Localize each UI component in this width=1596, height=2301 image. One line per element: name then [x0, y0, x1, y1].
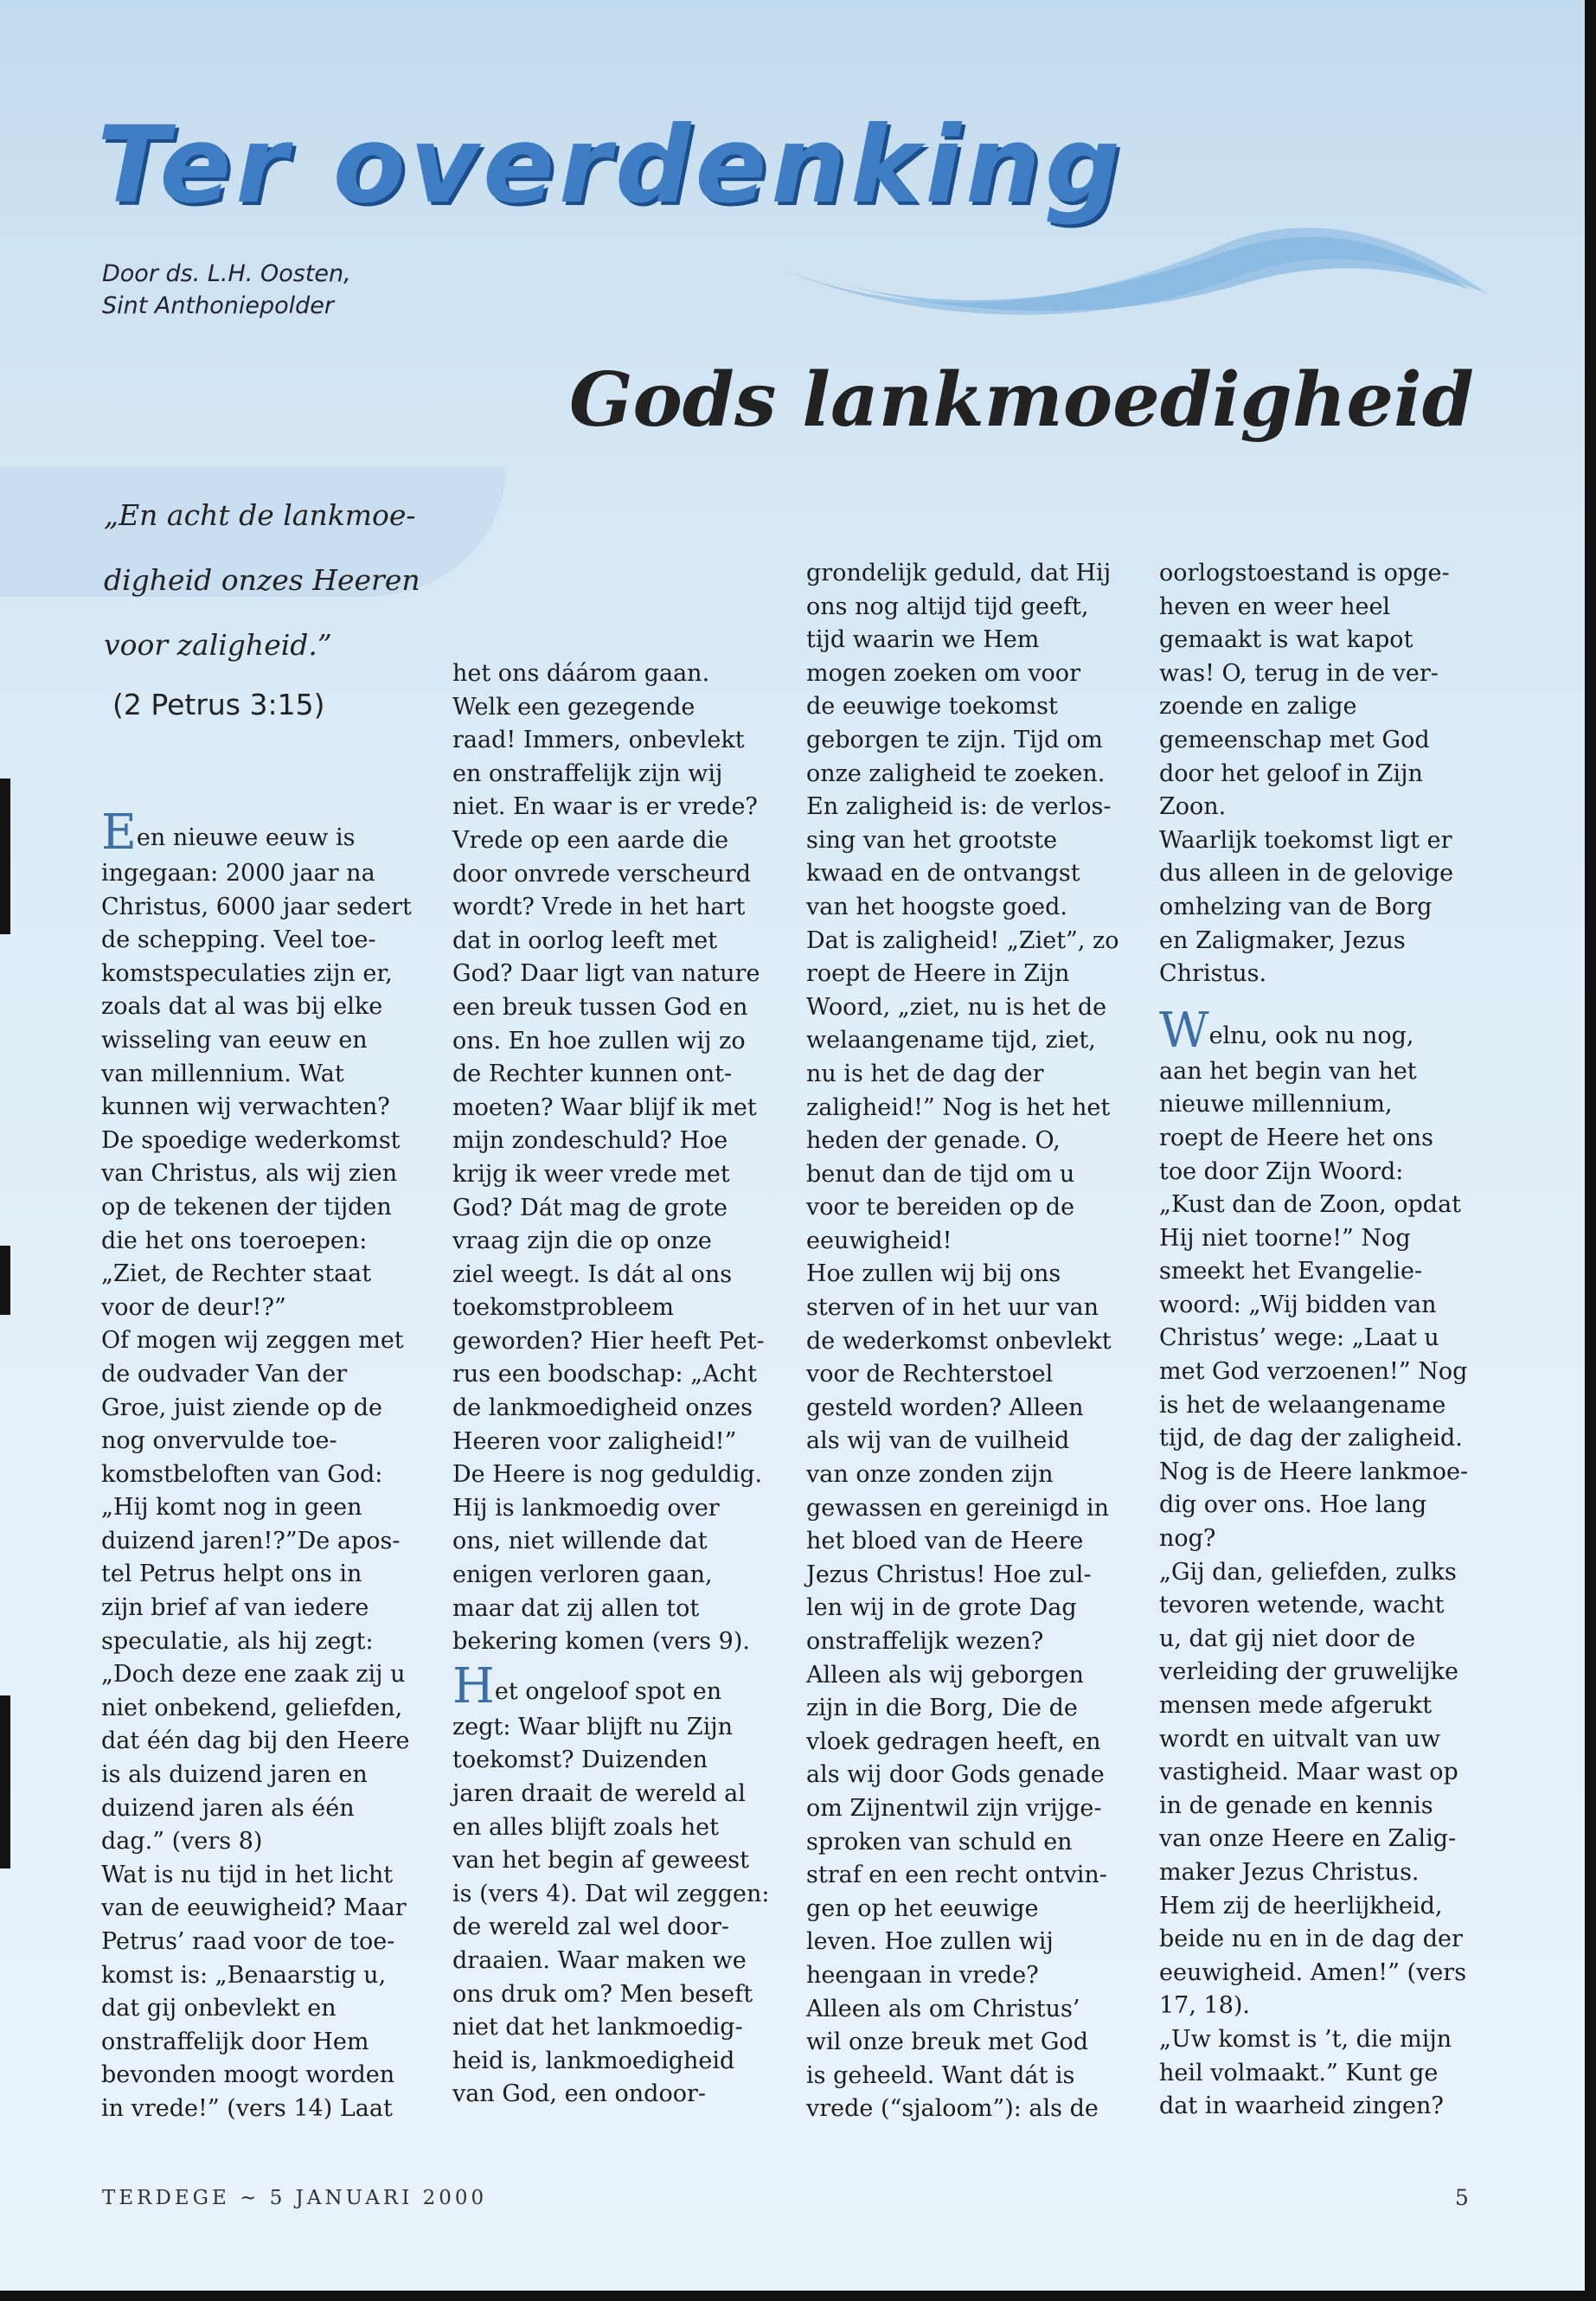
text-line: Christus’ wege: „Laat u — [1159, 1324, 1439, 1352]
text-line: Hem zij de heerlijkheid, — [1159, 1892, 1443, 1920]
author-byline — [102, 258, 351, 322]
text-line: van onze Heere en Zalig- — [1159, 1825, 1457, 1853]
text-line: door het geloof in Zijn — [1159, 760, 1423, 787]
text-line: dat in waarheid zingen? — [1159, 2093, 1444, 2120]
text-column-4 — [1159, 557, 1497, 2124]
text-line: „Ziet, de Rechter staat — [101, 1260, 372, 1288]
text-line: gewassen en gereinigd in — [806, 1494, 1110, 1522]
text-line: heengaan in vrede? — [806, 1961, 1039, 1989]
text-line: vastigheid. Maar wast op — [1159, 1759, 1458, 1786]
text-column-3 — [806, 557, 1144, 2126]
text-line: de schepping. Veel toe- — [101, 926, 376, 954]
text-line: dag.” (vers 8) — [101, 1828, 263, 1856]
text-line: niet onbekend, geliefden, — [101, 1694, 403, 1721]
text-line: God? Dát mag de grote — [452, 1194, 728, 1221]
text-line: duizend jaren!?”De apos- — [101, 1527, 401, 1554]
text-line: de Rechter kunnen ont- — [452, 1061, 733, 1088]
text-line: tijd waarin we Hem — [806, 626, 1040, 654]
text-line: sing van het grootste — [806, 826, 1058, 854]
text-column-1 — [101, 804, 439, 2126]
text-line: Zoon. — [1159, 793, 1227, 821]
text-line: nog? — [1159, 1525, 1216, 1553]
text-line: voor te bereiden op de — [806, 1194, 1075, 1221]
text-line: rus een boodschap: „Acht — [452, 1361, 758, 1388]
text-line: verleiding der gruwelijke — [1159, 1658, 1458, 1686]
text-line: niet dat het lankmoedig- — [452, 2014, 743, 2041]
text-line: gemeenschap met God — [1159, 726, 1430, 753]
text-line: Of mogen wij zeggen met — [101, 1327, 404, 1355]
text-line: niet. En waar is er vrede? — [452, 793, 758, 821]
drop-cap: W — [1159, 1002, 1209, 1059]
text-line: als wij door Gods genade — [806, 1761, 1105, 1789]
text-line: len wij in de grote Dag — [806, 1594, 1077, 1622]
text-line: kunnen wij verwachten? — [101, 1093, 390, 1121]
text-line: straf en een recht ontvin- — [806, 1862, 1107, 1889]
text-line: onstraffelijk door Hem — [101, 2028, 369, 2055]
text-line: maker Jezus Christus. — [1159, 1858, 1420, 1886]
text-line: het bloed van de Heere — [806, 1528, 1084, 1555]
text-line: onstraffelijk wezen? — [806, 1628, 1044, 1655]
text-line: Christus, 6000 jaar sedert — [101, 893, 412, 920]
text-line: draaien. Waar maken we — [452, 1946, 747, 1974]
scan-edge-left — [0, 1246, 10, 1315]
text-line: heil volmaakt.” Kunt ge — [1159, 2059, 1439, 2086]
text-line: oorlogstoestand is opge- — [1159, 560, 1450, 586]
text-line: van de eeuwigheid? Maar — [101, 1894, 407, 1922]
text-line: ziel weegt. Is dát al ons — [452, 1260, 733, 1288]
text-line: mijn zondeschuld? Hoe — [452, 1127, 728, 1155]
byline-location: Sint Anthoniepolder — [102, 292, 334, 319]
text-line: aan het begin van het — [1159, 1057, 1417, 1085]
text-line: roept de Heere in Zijn — [806, 960, 1070, 988]
text-line: op de tekenen der tijden — [101, 1193, 392, 1221]
text-line: kwaad en de ontvangst — [806, 860, 1080, 888]
text-line: „Doch deze ene zaak zij u — [101, 1661, 406, 1689]
text-line: wordt en uitvalt van uw — [1159, 1725, 1441, 1753]
text-line: bekering komen (vers 9). — [452, 1628, 750, 1656]
text-line: van het hoogste goed. — [806, 893, 1067, 920]
column-lines — [452, 1711, 790, 2112]
text-line: zegt: Waar blijft nu Zijn — [452, 1713, 733, 1740]
text-line: geworden? Hier heeft Pet- — [452, 1327, 765, 1355]
text-line: tel Petrus helpt ons in — [101, 1561, 362, 1588]
text-line: van onze zonden zijn — [806, 1461, 1054, 1489]
text-line: grondelijk geduld, dat Hij — [806, 560, 1112, 586]
text-line: heven en weer heel — [1159, 593, 1391, 620]
scan-edge-left — [0, 779, 10, 934]
text-line: ons nog altijd tijd geeft, — [806, 593, 1089, 620]
text-line: de oudvader Van der — [101, 1360, 348, 1388]
column-lines — [1159, 1055, 1497, 2124]
text-line: „Gij dan, geliefden, zulks — [1159, 1558, 1457, 1586]
text-line: van millennium. Wat — [101, 1060, 344, 1087]
text-line: Dat is zaligheid! „Ziet”, zo — [806, 926, 1119, 954]
text-line: is (vers 4). Dat wil zeggen: — [452, 1880, 770, 1907]
text-line: Vrede op een aarde die — [452, 826, 729, 854]
text-line: Hij is lankmoedig over — [452, 1494, 720, 1522]
text-line: enigen verloren gaan, — [452, 1561, 713, 1589]
text-line: roept de Heere het ons — [1159, 1124, 1433, 1151]
text-line: raad! Immers, onbevlekt — [452, 727, 745, 754]
text-line: de eeuwige toekomst — [806, 693, 1058, 721]
text-line: benut dan de tijd om u — [806, 1160, 1075, 1188]
text-line: vraag zijn die op onze — [452, 1227, 712, 1255]
column-lines — [101, 857, 439, 2126]
text-line: toekomstprobleem — [452, 1294, 674, 1322]
text-line: als wij van de vuilheid — [806, 1427, 1070, 1455]
text-line: dat één dag bij den Heere — [101, 1727, 410, 1755]
text-line: voor de Rechterstoel — [806, 1361, 1054, 1388]
text-line: duizend jaren als één — [101, 1794, 355, 1822]
text-line: was! O, terug in de ver- — [1159, 659, 1439, 687]
scan-edge-right — [1585, 0, 1596, 2301]
text-line: geborgen te zijn. Tijd om — [806, 726, 1103, 753]
text-line: dat in oorlog leeft met — [452, 926, 718, 954]
text-line: Heeren voor zaligheid!” — [452, 1427, 737, 1455]
paragraph-opening-line: Het ongeloof spot en — [452, 1657, 722, 1715]
text-line: sproken van schuld en — [806, 1828, 1073, 1856]
paragraph-opening-line: Welnu, ook nu nog, — [1159, 1002, 1414, 1059]
text-line: door onvrede verscheurd — [452, 860, 751, 888]
text-line: gemaakt is wat kapot — [1159, 626, 1413, 654]
footer-publication: TERDEGE ~ 5 JANUARI 2000 — [102, 2187, 488, 2209]
text-line: ons, niet willende dat — [452, 1528, 708, 1555]
text-line: Alleen als om Christus’ — [806, 1995, 1080, 2022]
text-line: mensen mede afgerukt — [1159, 1692, 1433, 1719]
text-line: „Kust dan de Zoon, opdat — [1159, 1191, 1462, 1219]
text-line: krijg ik weer vrede met — [452, 1160, 730, 1188]
text-line: Groe, juist ziende op de — [101, 1394, 383, 1421]
text-line: zijn in die Borg, Die de — [806, 1695, 1078, 1722]
text-line: De Heere is nog geduldig. — [452, 1461, 763, 1489]
text-line: mogen zoeken om voor — [806, 659, 1080, 687]
text-line: om Zijnentwil zijn vrijge- — [806, 1794, 1102, 1822]
text-line: tevoren wetende, wacht — [1159, 1592, 1445, 1619]
article-headline: Gods lankmoedigheid — [569, 356, 1474, 444]
text-line: het ons dáárom gaan. — [452, 660, 710, 687]
text-line: wisseling van eeuw en — [101, 1026, 368, 1054]
text-line: smeekt het Evangelie- — [1159, 1258, 1423, 1285]
text-line: van Christus, als wij zien — [101, 1160, 398, 1188]
byline-author: Door ds. L.H. Oosten, — [102, 260, 351, 287]
text-line: en alles blijft zoals het — [452, 1813, 719, 1841]
text-line: welaangename tijd, ziet, — [806, 1027, 1096, 1054]
text-line: Jezus Christus! Hoe zul- — [806, 1561, 1092, 1588]
text-line: Christus. — [1159, 960, 1267, 988]
text-line: tijd, de dag der zaligheid. — [1159, 1425, 1463, 1452]
text-line: vloek gedragen heeft, en — [806, 1727, 1101, 1755]
text-line: dat gij onbevlekt en — [101, 1995, 337, 2022]
text-line: beide nu en in de dag der — [1159, 1926, 1463, 1953]
text-line: is het de welaangename — [1159, 1391, 1446, 1419]
text-line: sterven of in het uur van — [806, 1294, 1099, 1322]
column-lines — [1159, 557, 1497, 991]
text-line: nieuwe millennium, — [1159, 1091, 1393, 1118]
text-line: Woord, „ziet, nu is het de — [806, 993, 1107, 1021]
text-line: de wereld zal wel door- — [452, 1913, 729, 1941]
text-line: gesteld worden? Alleen — [806, 1394, 1084, 1421]
text-line: ons druk om? Men beseft — [452, 1980, 753, 2008]
text-line: met God verzoenen!” Nog — [1159, 1358, 1468, 1386]
text-line: nog onvervulde toe- — [101, 1427, 337, 1455]
text-line: jaren draait de wereld al — [452, 1780, 746, 1807]
quote-line: digheid onzes Heeren — [104, 563, 420, 597]
text-line: een breuk tussen God en — [452, 993, 748, 1021]
text-line: in de genade en kennis — [1159, 1791, 1433, 1819]
drop-cap: E — [101, 804, 137, 861]
text-line: ingegaan: 2000 jaar na — [101, 860, 375, 887]
drop-cap: H — [452, 1657, 495, 1715]
text-line: En zaligheid is: de verlos- — [806, 793, 1112, 821]
text-line: is geheeld. Want dát is — [806, 2061, 1075, 2089]
text-line: voor de deur!?” — [101, 1293, 286, 1321]
text-line: van het begin af geweest — [452, 1847, 749, 1875]
scan-edge-left — [0, 1695, 10, 1868]
text-line: eeuwigheid. Amen!” (vers — [1159, 1958, 1467, 1986]
text-line: leven. Hoe zullen wij — [806, 1928, 1054, 1956]
text-line: ons. En hoe zullen wij zo — [452, 1027, 746, 1054]
paragraph-opening-line: Een nieuwe eeuw is — [101, 804, 356, 861]
text-line: woord: „Wij bidden van — [1159, 1291, 1437, 1318]
text-line: Wat is nu tijd in het licht — [101, 1861, 394, 1888]
text-line: Hij niet toorne!” Nog — [1159, 1224, 1411, 1252]
text-line: zoals dat al was bij elke — [101, 993, 383, 1021]
text-line: nu is het de dag der — [806, 1060, 1044, 1087]
text-line: zoende en zalige — [1159, 693, 1357, 721]
text-line: onze zaligheid te zoeken. — [806, 760, 1106, 787]
text-line: maar dat zij allen tot — [452, 1594, 700, 1622]
text-line: God? Daar ligt van nature — [452, 960, 760, 988]
text-line: moeten? Waar blijf ik met — [452, 1093, 757, 1121]
text-line: bevonden moogt worden — [101, 2061, 395, 2089]
text-line: toe door Zijn Woord: — [1159, 1157, 1404, 1185]
text-line: „Uw komst is ’t, die mijn — [1159, 2025, 1452, 2053]
text-line: zaligheid!” Nog is het het — [806, 1093, 1111, 1121]
text-line: Hoe zullen wij bij ons — [806, 1260, 1061, 1288]
text-line: heid is, lankmoedigheid — [452, 2047, 735, 2074]
quote-line: voor zaligheid.” — [104, 628, 332, 662]
text-line: De spoedige wederkomst — [101, 1126, 401, 1154]
text-line: Alleen als wij geborgen — [806, 1661, 1084, 1689]
text-line: zijn brief af van iedere — [101, 1594, 369, 1622]
text-line: komstbeloften van God: — [101, 1460, 383, 1488]
text-line: Petrus’ raad voor de toe- — [101, 1928, 395, 1955]
text-line: speculatie, als hij zegt: — [101, 1627, 374, 1655]
text-line: komst is: „Benaarstig u, — [101, 1961, 387, 1989]
text-line: die het ons toeroepen: — [101, 1227, 368, 1254]
quote-line: „En acht de lankmoe- — [104, 498, 416, 532]
text-line: wordt? Vrede in het hart — [452, 894, 746, 921]
text-line: dus alleen in de gelovige — [1159, 860, 1454, 888]
text-line: is als duizend jaren en — [101, 1761, 368, 1789]
text-line: Welk een gezegende — [452, 693, 695, 721]
text-line: vrede (“sjaloom”): als de — [806, 2095, 1099, 2123]
text-line: toekomst? Duizenden — [452, 1747, 708, 1774]
text-line: eeuwigheid! — [806, 1227, 952, 1254]
text-line: van God, een ondoor- — [452, 2080, 706, 2108]
text-line: 17, 18). — [1159, 1992, 1250, 2020]
text-line: gen op het eeuwige — [806, 1894, 1039, 1922]
text-line: en Zaligmaker, Jezus — [1159, 926, 1406, 954]
text-line: komstspeculaties zijn er, — [101, 959, 393, 987]
text-line: Nog is de Heere lankmoe- — [1159, 1458, 1469, 1485]
text-line: in vrede!” (vers 14) Laat — [101, 2094, 393, 2122]
scripture-reference: (2 Petrus 3:15) — [112, 688, 325, 721]
text-line: omhelzing van de Borg — [1159, 893, 1433, 920]
text-line: heden der genade. O, — [806, 1127, 1061, 1155]
scan-edge-bottom — [0, 2291, 1596, 2301]
text-line: de wederkomst onbevlekt — [806, 1327, 1112, 1355]
text-line: u, dat gij niet door de — [1159, 1625, 1416, 1652]
text-line: „Hij komt nog in geen — [101, 1494, 362, 1522]
text-line: Waarlijk toekomst ligt er — [1159, 826, 1452, 854]
page-number: 5 — [1455, 2185, 1469, 2210]
column-lines — [452, 657, 790, 1659]
text-line: de lankmoedigheid onzes — [452, 1394, 753, 1422]
text-column-2 — [452, 657, 790, 2112]
column-lines — [806, 557, 1144, 2126]
text-line: en onstraffelijk zijn wij — [452, 760, 723, 787]
text-line: dig over ons. Hoe lang — [1159, 1491, 1427, 1519]
series-title: Ter overdenking — [97, 104, 1125, 227]
text-line: wil onze breuk met God — [806, 2029, 1089, 2056]
scripture-quote — [104, 483, 420, 677]
